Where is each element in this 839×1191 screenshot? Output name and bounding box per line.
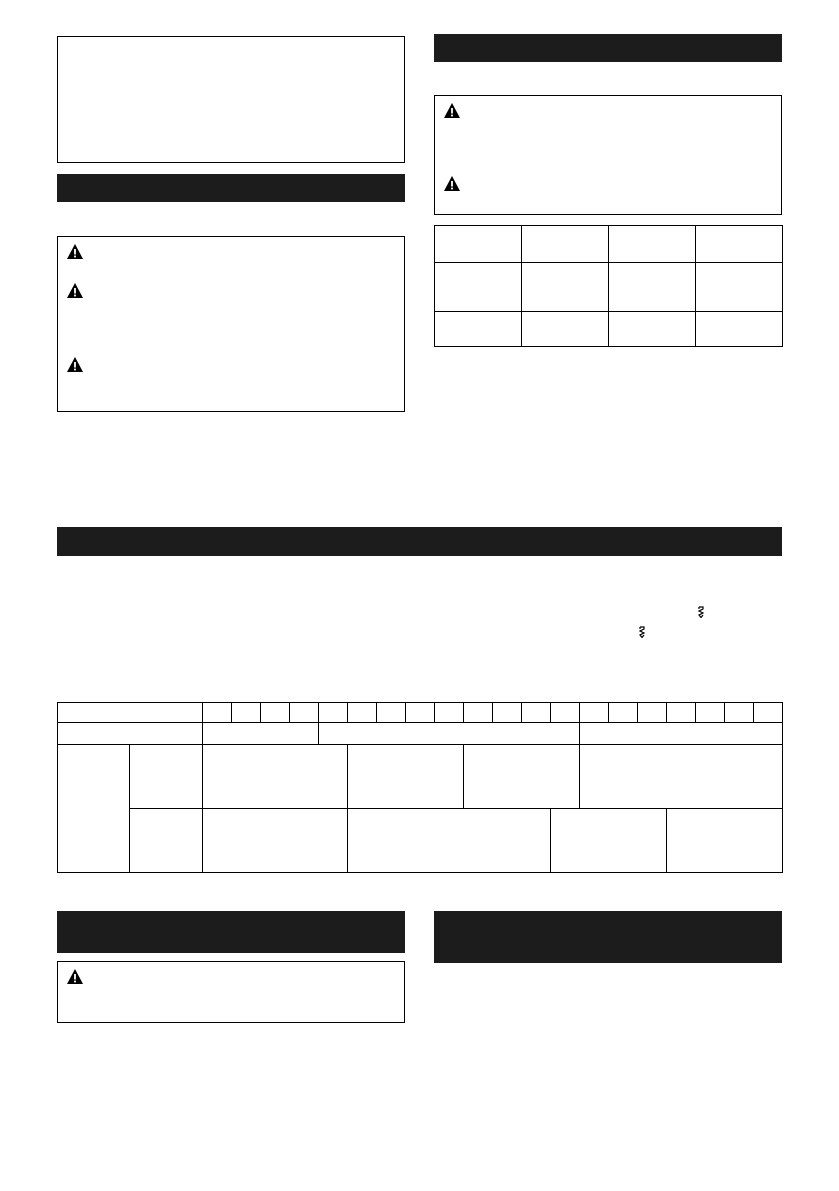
note-box <box>57 36 405 163</box>
speed-table <box>57 702 783 873</box>
table-cell <box>522 312 609 347</box>
table-cell <box>522 263 609 312</box>
section-header-bar <box>434 34 782 62</box>
section-header-bar <box>57 911 405 953</box>
warning-triangle-icon <box>66 968 84 986</box>
warning-triangle-icon <box>66 243 84 261</box>
section-header-bar <box>434 911 782 963</box>
table-cell <box>522 226 609 263</box>
table-cell <box>609 226 696 263</box>
table-cell <box>696 312 783 347</box>
table-cell <box>696 263 783 312</box>
table-cell <box>435 226 522 263</box>
warning-box <box>57 236 405 412</box>
drill-bit-icon <box>697 606 705 618</box>
section-header-bar <box>57 174 405 202</box>
warning-triangle-icon <box>443 175 461 193</box>
table-cell <box>609 263 696 312</box>
table-cell <box>435 263 522 312</box>
drill-bit-icon <box>638 626 646 638</box>
table-cell <box>609 312 696 347</box>
table-cell <box>435 312 522 347</box>
section-header-bar <box>57 527 782 556</box>
table-cell <box>696 226 783 263</box>
warning-triangle-icon <box>443 102 461 120</box>
warning-triangle-icon <box>66 282 84 300</box>
warning-box <box>57 961 405 1023</box>
warning-triangle-icon <box>66 356 84 374</box>
spec-table <box>434 225 783 347</box>
warning-box <box>434 95 782 215</box>
